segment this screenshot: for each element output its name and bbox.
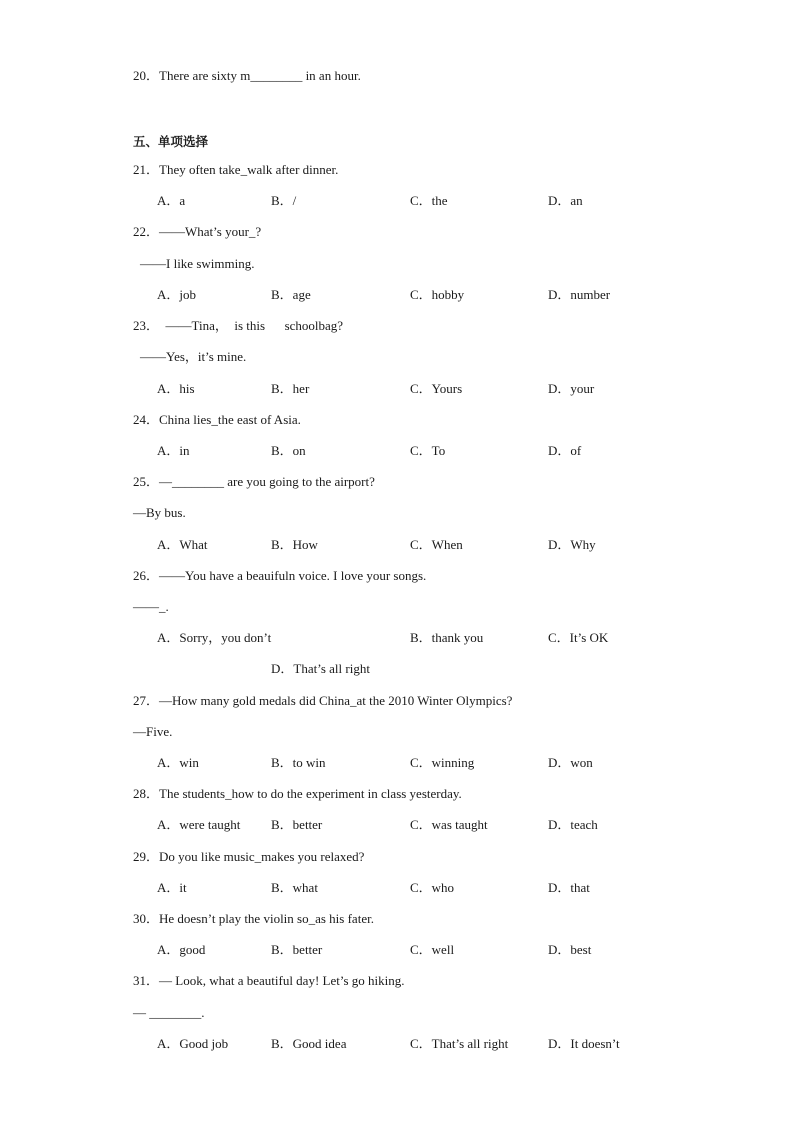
- question-28-option-d[interactable]: D．teach: [548, 817, 598, 832]
- question-27-option-c[interactable]: C．winning: [410, 755, 475, 770]
- question-25-stem: 25．—________ are you going to the airport?: [133, 474, 375, 489]
- question-31-reply: — ________.: [133, 1005, 205, 1020]
- question-22-option-c[interactable]: C．hobby: [410, 287, 465, 302]
- question-21-option-a[interactable]: A．a: [157, 193, 186, 208]
- question-24-stem: 24．China lies_the east of Asia.: [133, 412, 301, 427]
- question-26-stem: 26．——You have a beauifuln voice. I love your songs.: [133, 568, 427, 583]
- question-22-stem: 22．——What’s your_?: [133, 224, 262, 239]
- question-21-stem: 21．They often take_walk after dinner.: [133, 162, 339, 177]
- section-title: 五、单项选择: [133, 134, 209, 149]
- question-28-stem: 28．The students_how to do the experiment in class yesterday.: [133, 786, 462, 801]
- question-23-option-b[interactable]: B．her: [271, 381, 310, 396]
- question-29-option-a[interactable]: A．it: [157, 880, 187, 895]
- question-27-reply: —Five.: [133, 724, 173, 739]
- question-24-option-b[interactable]: B．on: [271, 443, 306, 458]
- question-24-option-c[interactable]: C．To: [410, 443, 446, 458]
- question-26-option-a[interactable]: A．Sorry，you don’t: [157, 630, 272, 645]
- question-29-option-d[interactable]: D．that: [548, 880, 590, 895]
- question-30-option-d[interactable]: D．best: [548, 942, 592, 957]
- question-22-option-d[interactable]: D．number: [548, 287, 611, 302]
- question-20: 20．There are sixty m________ in an hour.: [133, 68, 361, 83]
- question-28-option-b[interactable]: B．better: [271, 817, 323, 832]
- question-25-option-a[interactable]: A．What: [157, 537, 208, 552]
- question-30-option-a[interactable]: A．good: [157, 942, 206, 957]
- question-25-option-b[interactable]: B．How: [271, 537, 318, 552]
- question-31-option-a[interactable]: A．Good job: [157, 1036, 229, 1051]
- question-27-stem: 27．—How many gold medals did China_at the 2010 Winter Olympics?: [133, 693, 513, 708]
- question-30-option-c[interactable]: C．well: [410, 942, 455, 957]
- question-26-option-c[interactable]: C．It’s OK: [548, 630, 609, 645]
- question-27-option-d[interactable]: D．won: [548, 755, 593, 770]
- question-31-option-b[interactable]: B．Good idea: [271, 1036, 347, 1051]
- question-26-option-d[interactable]: D．That’s all right: [271, 661, 370, 676]
- question-24-option-d[interactable]: D．of: [548, 443, 582, 458]
- question-27-option-a[interactable]: A．win: [157, 755, 199, 770]
- question-26-reply: ——_.: [133, 599, 169, 614]
- question-31-option-d[interactable]: D．It doesn’t: [548, 1036, 620, 1051]
- question-31-stem: 31．— Look, what a beautiful day! Let’s go hiking.: [133, 973, 405, 988]
- question-21-option-c[interactable]: C．the: [410, 193, 448, 208]
- question-31-option-c[interactable]: C．That’s all right: [410, 1036, 509, 1051]
- question-21-option-b[interactable]: B．/: [271, 193, 297, 208]
- question-25-reply: —By bus.: [133, 505, 186, 520]
- question-29-option-c[interactable]: C．who: [410, 880, 455, 895]
- question-24-option-a[interactable]: A．in: [157, 443, 190, 458]
- question-28-option-c[interactable]: C．was taught: [410, 817, 488, 832]
- question-22-option-a[interactable]: A．job: [157, 287, 197, 302]
- question-21-option-d[interactable]: D．an: [548, 193, 583, 208]
- question-25-option-d[interactable]: D．Why: [548, 537, 596, 552]
- question-27-option-b[interactable]: B．to win: [271, 755, 326, 770]
- question-23-stem: 23． ——Tina， is this schoolbag?: [133, 318, 344, 333]
- question-26-option-b[interactable]: B．thank you: [410, 630, 484, 645]
- question-28-option-a[interactable]: A．were taught: [157, 817, 241, 832]
- question-29-stem: 29．Do you like music_makes you relaxed?: [133, 849, 365, 864]
- question-30-option-b[interactable]: B．better: [271, 942, 323, 957]
- question-23-option-c[interactable]: C．Yours: [410, 381, 463, 396]
- question-30-stem: 30．He doesn’t play the violin so_as his fater.: [133, 911, 374, 926]
- question-23-option-a[interactable]: A．his: [157, 381, 195, 396]
- question-22-reply: ——I like swimming.: [140, 256, 255, 271]
- question-29-option-b[interactable]: B．what: [271, 880, 318, 895]
- question-23-reply: ——Yes，it’s mine.: [140, 349, 247, 364]
- question-25-option-c[interactable]: C．When: [410, 537, 463, 552]
- question-22-option-b[interactable]: B．age: [271, 287, 311, 302]
- question-23-option-d[interactable]: D．your: [548, 381, 595, 396]
